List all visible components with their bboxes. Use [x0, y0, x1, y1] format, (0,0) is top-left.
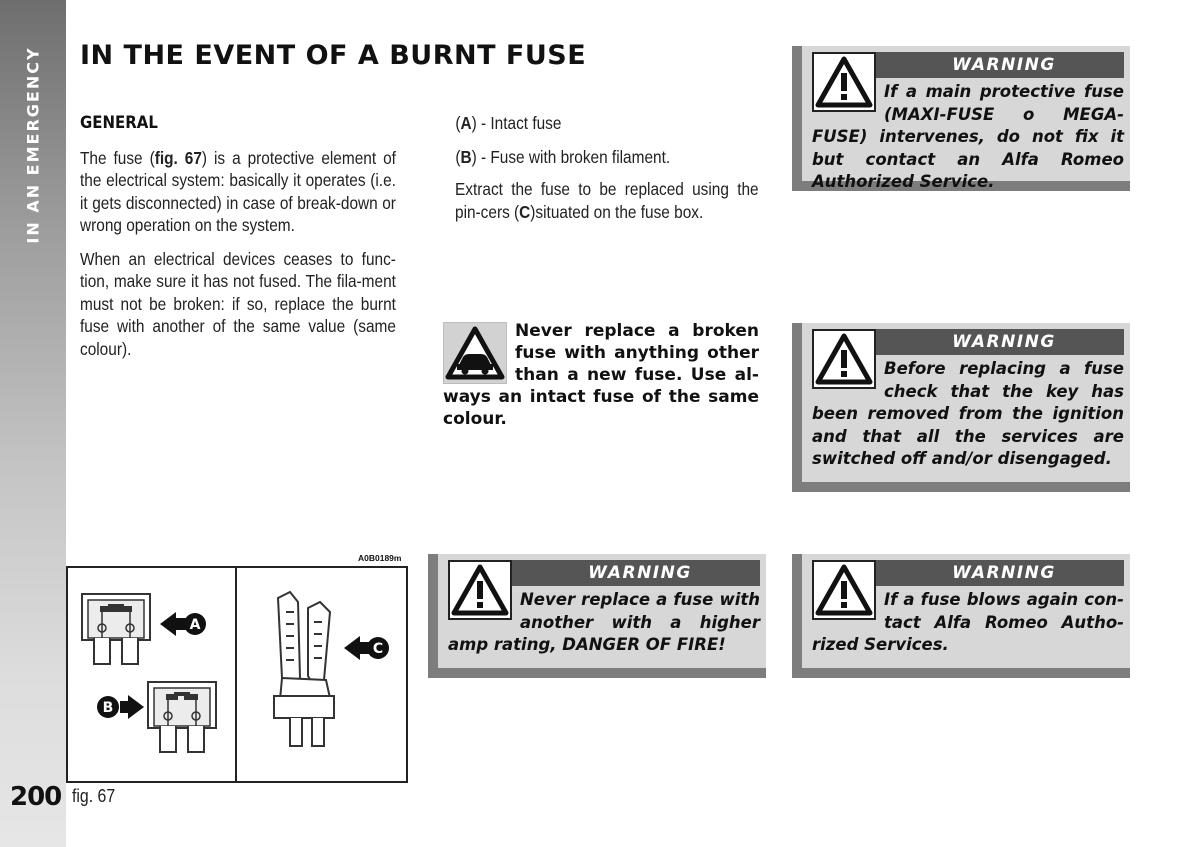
- warning-heading: WARNING: [812, 329, 1124, 355]
- page-title: IN THE EVENT OF A BURNT FUSE: [80, 40, 587, 71]
- arrow-a-callout: [160, 612, 206, 636]
- warning-triangle-icon: [812, 329, 876, 389]
- warning-box-key-removed: [792, 323, 1130, 492]
- arrow-c-callout: [344, 636, 389, 660]
- warning-triangle-icon: [812, 52, 876, 112]
- warning-box-amp-rating: [428, 554, 766, 678]
- warning-text: Before replacing a fuse check that the key has been removed from the ignition and that all the services are switched off and/or disengaged.: [812, 359, 1124, 468]
- section-sidebar: [0, 0, 66, 847]
- intact-fuse-drawing: [82, 594, 150, 664]
- general-heading: GENERAL: [80, 113, 158, 133]
- warning-text: Never replace a fuse with another with a higher amp rating, DANGER OF FIRE!: [448, 590, 760, 654]
- figure-reference: fig. 67: [154, 147, 202, 168]
- warning-box-main-fuse: [792, 46, 1130, 191]
- general-column: [80, 112, 396, 371]
- warning-text: If a main protective fuse (MAXI-FUSE o MEGA-FUSE) intervenes, do not fix it but contact an Alfa Romeo Authorized Service.: [812, 82, 1124, 191]
- warning-heading: WARNING: [448, 560, 760, 586]
- callout-a: A: [189, 617, 201, 633]
- caution-text: Never replace a broken fuse with anything other than a new fuse. Use al-ways an intact fuse of the same colour.: [443, 321, 759, 429]
- page-number: 200: [10, 782, 62, 812]
- general-paragraph-1: The fuse (fig. 67) is a protective element of the electrical system: basically it operates (i.e. it gets disconnected) in case of break-down or wrong operation on the system.: [80, 147, 396, 235]
- general-paragraph-2: When an electrical devices ceases to func-tion, make sure it has not fused. The fila-ment must not be broken: if so, replace the burnt fuse with another of the same value (same colour).: [80, 248, 396, 359]
- warning-triangle-icon: [448, 560, 512, 620]
- car-caution-icon: [443, 322, 507, 384]
- figure-code: A0B0189m: [358, 553, 402, 563]
- broken-fuse-drawing: [148, 682, 216, 752]
- figure-caption: fig. 67: [72, 786, 116, 806]
- warning-box-blows-again: [792, 554, 1130, 678]
- extract-instruction: Extract the fuse to be replaced using the pin-cers (C)situated on the fuse box.: [455, 179, 759, 222]
- callout-b: B: [102, 700, 114, 716]
- legend-b: (B) - Fuse with broken filament.: [455, 146, 671, 167]
- fuse-figure: [66, 566, 408, 783]
- arrow-b-callout: [97, 695, 144, 719]
- warning-text: If a fuse blows again con-tact Alfa Romeo Autho-rized Services.: [812, 590, 1124, 654]
- caution-note: [443, 320, 759, 430]
- warning-heading: WARNING: [812, 560, 1124, 586]
- fuse-pincers-drawing: [274, 592, 334, 746]
- legend-column: [443, 112, 759, 179]
- section-label: IN AN EMERGENCY: [23, 46, 43, 244]
- warning-triangle-icon: [812, 560, 876, 620]
- warning-heading: WARNING: [812, 52, 1124, 78]
- legend-a: (A) - Intact fuse: [455, 113, 562, 133]
- callout-c: C: [372, 641, 384, 657]
